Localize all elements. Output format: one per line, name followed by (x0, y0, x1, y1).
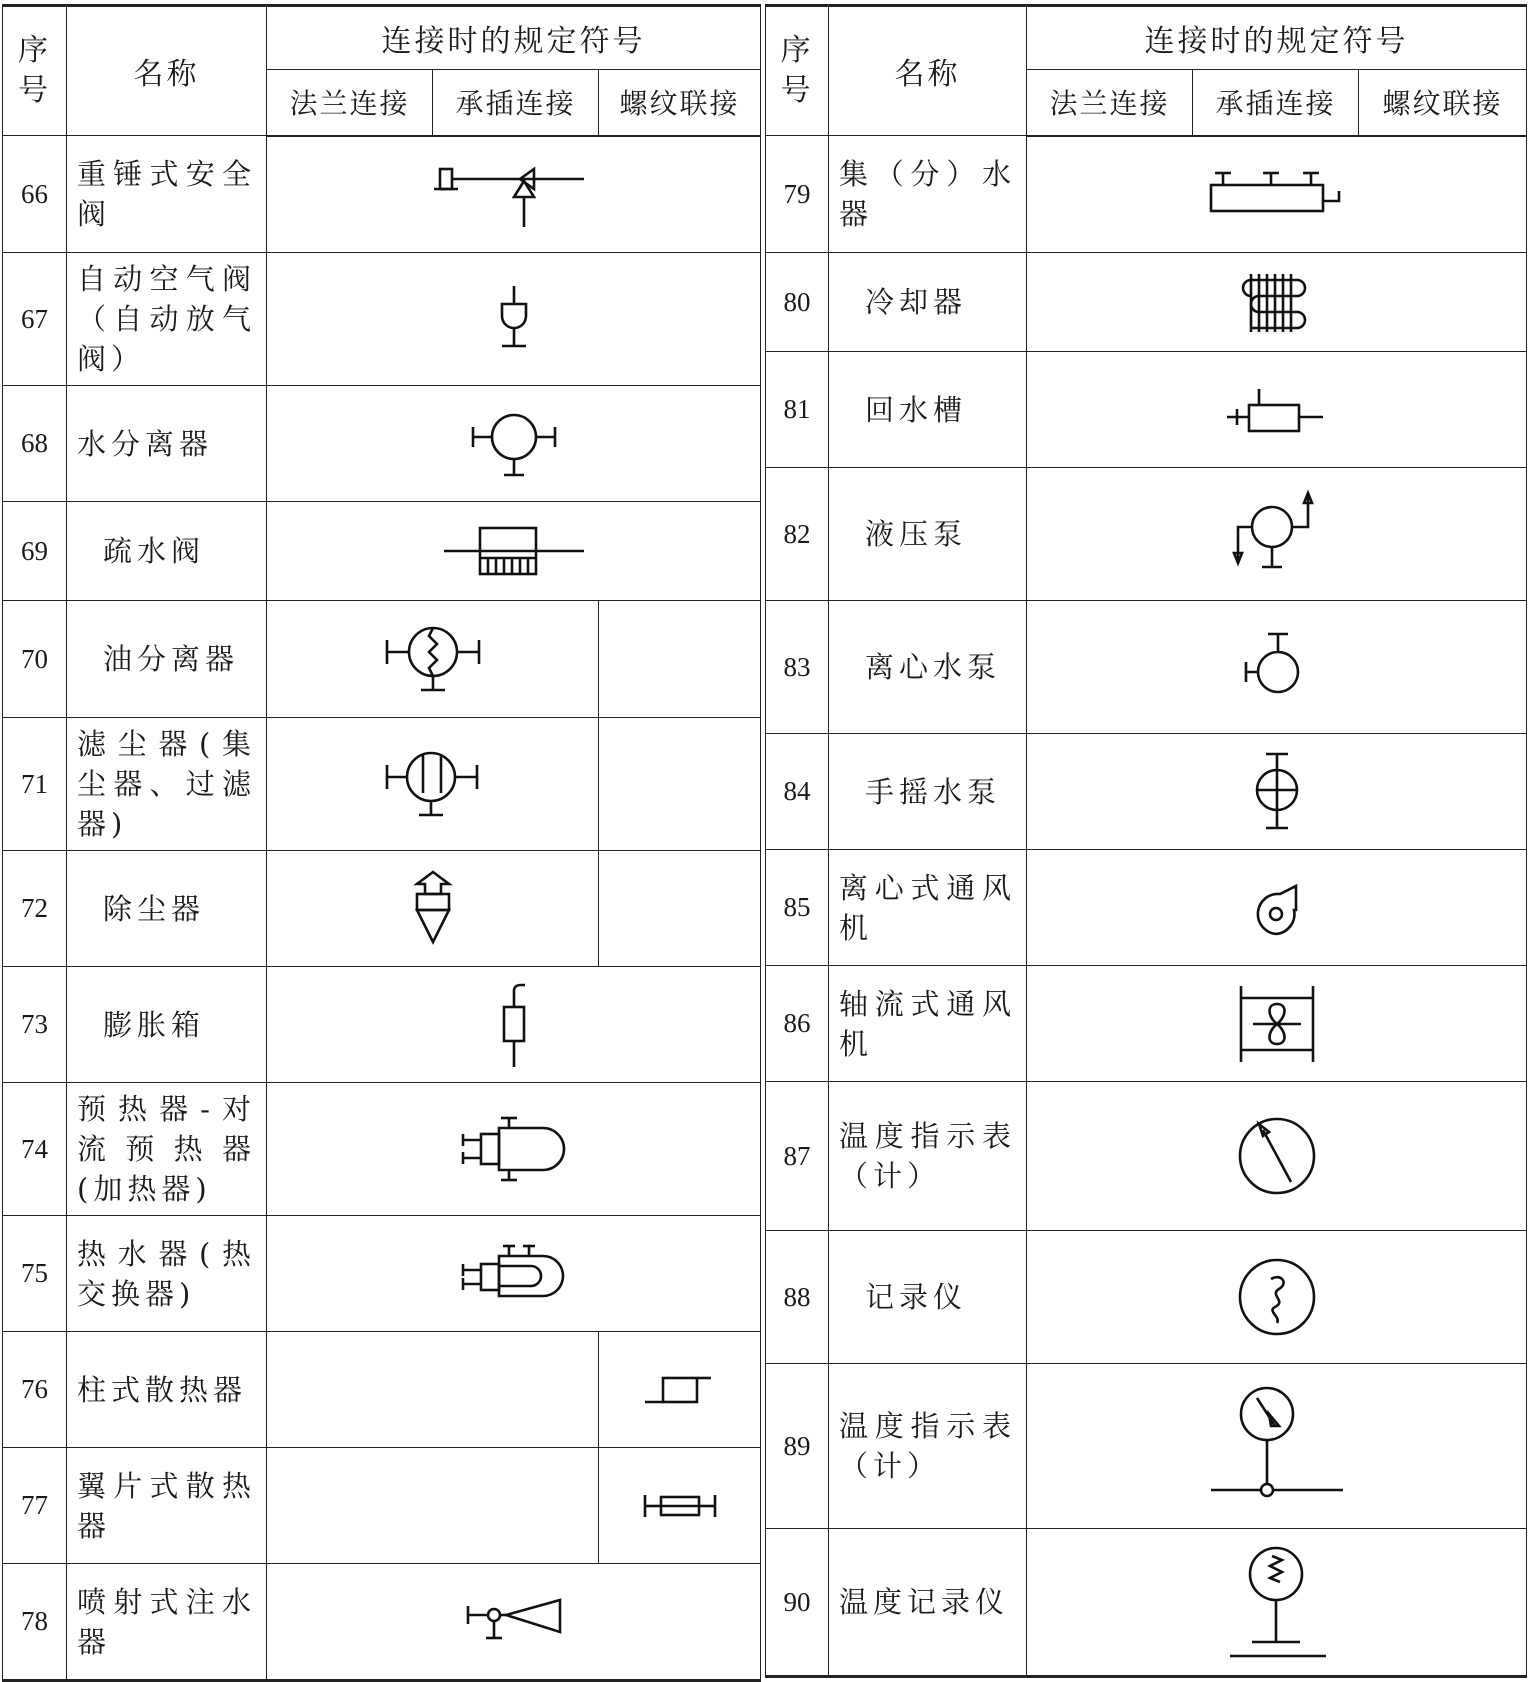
row-name: 翼片式散热器 (67, 1448, 267, 1564)
centrifugal-pump-icon (1242, 632, 1312, 702)
weighted-safety-valve-icon (434, 159, 594, 229)
table-row (3, 1216, 761, 1332)
row-name: 手摇水泵 (829, 734, 1027, 850)
header-symbol: 连接时的规定符号 (1027, 6, 1527, 70)
table-row (3, 601, 761, 718)
row-number: 90 (766, 1529, 829, 1677)
preheater-icon (459, 1114, 569, 1184)
table-row (3, 1332, 761, 1448)
table-row (766, 850, 1527, 966)
row-number: 68 (3, 386, 67, 502)
table-row (3, 1448, 761, 1564)
row-name: 冷却器 (829, 253, 1027, 352)
oil-separator-icon (383, 624, 483, 694)
row-name: 离心水泵 (829, 601, 1027, 734)
header-seq: 序号 (3, 6, 67, 136)
row-name: 自动空气阀（自动放气阀） (67, 253, 267, 386)
row-name: 柱式散热器 (67, 1332, 267, 1448)
row-number: 78 (3, 1564, 67, 1681)
row-name: 热水器(热交换器) (67, 1216, 267, 1332)
row-name: 油分离器 (67, 601, 267, 718)
auto-air-valve-icon (494, 286, 534, 352)
row-name: 温度指示表（计） (829, 1082, 1027, 1231)
row-number: 89 (766, 1364, 829, 1529)
temperature-indicator-icon (1237, 1116, 1317, 1196)
water-heater-icon (459, 1244, 569, 1304)
row-name: 滤尘器(集尘器、过滤器) (67, 718, 267, 851)
row-name: 膨胀箱 (67, 967, 267, 1083)
row-number: 85 (766, 850, 829, 966)
dust-collector-icon (413, 872, 453, 946)
table-row (766, 253, 1527, 352)
steam-trap-icon (444, 526, 584, 576)
table-row (3, 1083, 761, 1216)
row-number: 71 (3, 718, 67, 851)
row-number: 80 (766, 253, 829, 352)
row-name: 温度指示表（计） (829, 1364, 1027, 1529)
header-socket: 承插连接 (1193, 70, 1359, 136)
header-name: 名称 (829, 6, 1027, 136)
return-tank-icon (1227, 385, 1327, 435)
row-number: 72 (3, 851, 67, 967)
table-row (766, 1364, 1527, 1529)
header-flange: 法兰连接 (267, 70, 433, 136)
table-row (3, 1564, 761, 1681)
temperature-indicator-pipe-icon (1209, 1386, 1345, 1506)
row-name: 预热器-对流预热器(加热器) (67, 1083, 267, 1216)
dust-filter-icon (383, 749, 483, 819)
table-row (766, 352, 1527, 468)
row-number: 88 (766, 1231, 829, 1364)
row-number: 82 (766, 468, 829, 601)
table-row (3, 718, 761, 851)
row-name: 回水槽 (829, 352, 1027, 468)
row-number: 81 (766, 352, 829, 468)
row-number: 87 (766, 1082, 829, 1231)
table-row (766, 1529, 1527, 1677)
row-number: 67 (3, 253, 67, 386)
row-name: 记录仪 (829, 1231, 1027, 1364)
row-number: 84 (766, 734, 829, 850)
temperature-recorder-icon (1222, 1544, 1332, 1660)
table-row (766, 1231, 1527, 1364)
jet-injector-icon (464, 1598, 564, 1646)
row-name: 除尘器 (67, 851, 267, 967)
cooler-icon (1237, 272, 1317, 332)
centrifugal-fan-icon (1252, 878, 1302, 938)
hydraulic-pump-icon (1232, 491, 1322, 577)
axial-fan-icon (1237, 984, 1317, 1064)
row-number: 86 (766, 966, 829, 1082)
row-name: 疏水阀 (67, 502, 267, 601)
row-name: 喷射式注水器 (67, 1564, 267, 1681)
table-row (3, 253, 761, 386)
fin-radiator-icon (643, 1491, 717, 1521)
row-name: 温度记录仪 (829, 1529, 1027, 1677)
row-number: 77 (3, 1448, 67, 1564)
table-row (766, 734, 1527, 850)
row-number: 75 (3, 1216, 67, 1332)
table-row (766, 468, 1527, 601)
water-separator-icon (469, 409, 559, 479)
header-flange: 法兰连接 (1027, 70, 1193, 136)
row-number: 76 (3, 1332, 67, 1448)
header-thread: 螺纹联接 (599, 70, 761, 136)
table-row (3, 386, 761, 502)
row-number: 70 (3, 601, 67, 718)
table-row (766, 601, 1527, 734)
header-thread: 螺纹联接 (1359, 70, 1527, 136)
column-radiator-icon (645, 1370, 715, 1410)
header-seq: 序号 (766, 6, 829, 136)
row-number: 73 (3, 967, 67, 1083)
row-name: 液压泵 (829, 468, 1027, 601)
row-name: 水分离器 (67, 386, 267, 502)
right-symbol-table (765, 4, 1527, 1678)
row-name: 集（分）水器 (829, 136, 1027, 253)
table-row (766, 966, 1527, 1082)
row-name: 重锤式安全阀 (67, 136, 267, 253)
header-socket: 承插连接 (433, 70, 599, 136)
table-row (3, 851, 761, 967)
row-name: 离心式通风机 (829, 850, 1027, 966)
expansion-tank-icon (499, 983, 529, 1067)
row-name: 轴流式通风机 (829, 966, 1027, 1082)
table-row (3, 502, 761, 601)
row-number: 74 (3, 1083, 67, 1216)
header-symbol: 连接时的规定符号 (267, 6, 761, 70)
header-name: 名称 (67, 6, 267, 136)
table-row (3, 136, 761, 253)
water-manifold-icon (1207, 171, 1347, 217)
table-row (766, 136, 1527, 253)
table-row (3, 967, 761, 1083)
row-number: 83 (766, 601, 829, 734)
row-number: 66 (3, 136, 67, 253)
left-symbol-table (2, 4, 761, 1682)
table-row (766, 1082, 1527, 1231)
hand-pump-icon (1252, 752, 1302, 832)
recorder-icon (1237, 1257, 1317, 1337)
row-number: 79 (766, 136, 829, 253)
row-number: 69 (3, 502, 67, 601)
